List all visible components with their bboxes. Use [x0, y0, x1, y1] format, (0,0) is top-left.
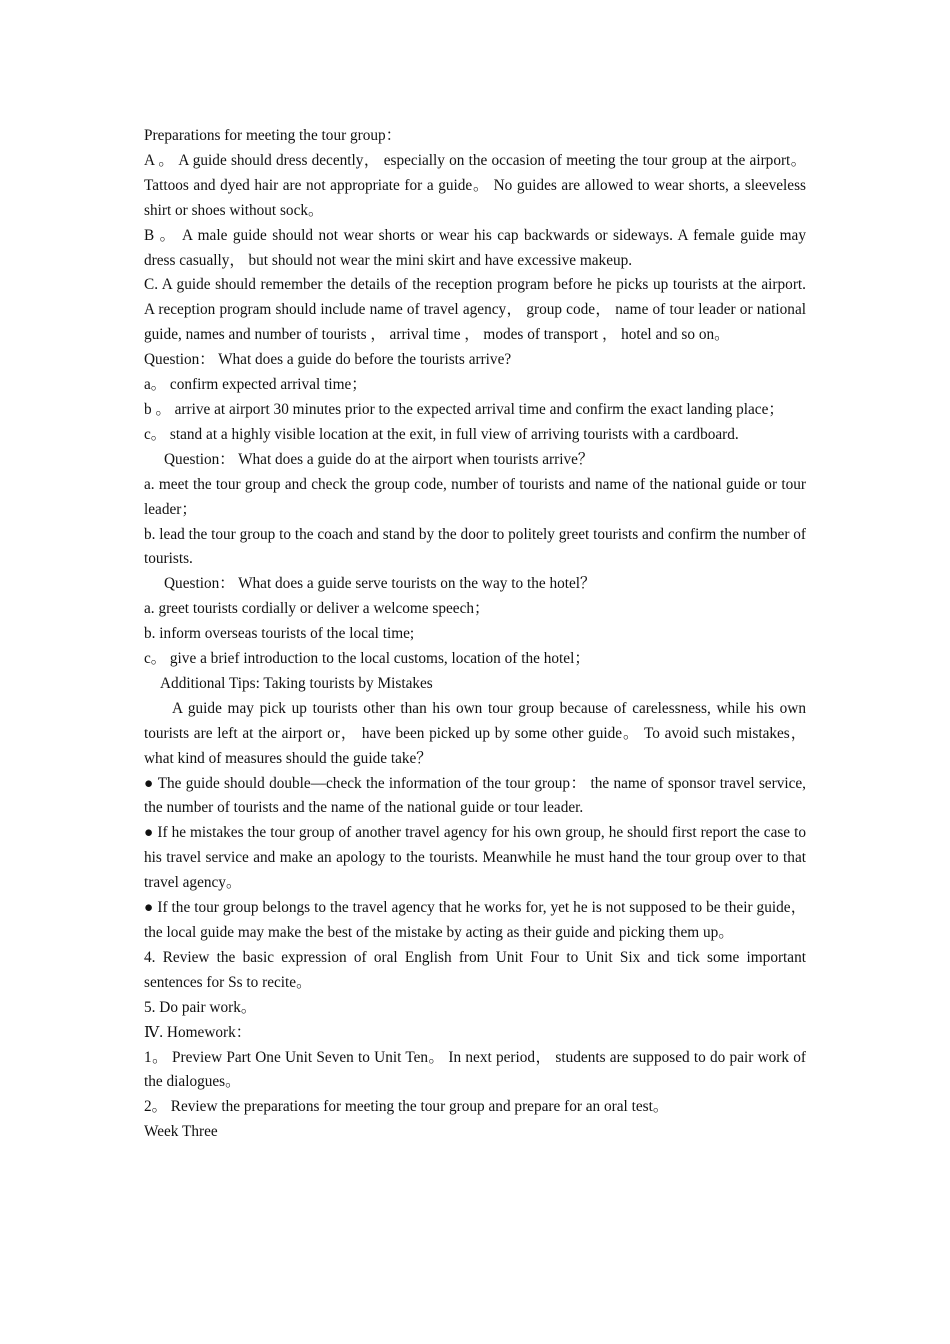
tips-intro-paragraph: A guide may pick up tourists other than his own tour group because of carelessness, while his own tourists are left at the airport or， have been picked up by some other guide。 To avoid such mistakes， what kind of measures should the guide take？: [144, 699, 806, 767]
answer-line-a: a。 confirm expected arrival time；: [144, 376, 367, 394]
paragraph-item-b: B 。 A male guide should not wear shorts or wear his cap backwards or sideways. A female guide may dress casually， but should not wear the mini skirt and have excessive makeup.: [144, 226, 806, 269]
answer-line-a: a. meet the tour group and check the group code, number of tourists and name of the national guide or tour leader；: [144, 475, 806, 518]
week-label: Week Three: [144, 1123, 218, 1141]
homework-item-2: 2。 Review the preparations for meeting the tour group and prepare for an oral test。: [144, 1098, 669, 1116]
answer-line-b: b. inform overseas tourists of the local time;: [144, 625, 415, 643]
homework-item-1: 1。 Preview Part One Unit Seven to Unit Ten。 In next period， students are supposed to do pair work of the dialogues。: [144, 1048, 806, 1091]
tips-title: Additional Tips: Taking tourists by Mistakes: [160, 674, 433, 692]
answer-line-b: b. lead the tour group to the coach and stand by the door to politely greet tourists and confirm the number of tourists.: [144, 525, 806, 568]
answer-line-b: b 。 arrive at airport 30 minutes prior to the expected arrival time and confirm the exact landing place；: [144, 400, 784, 418]
step-pair-work: 5. Do pair work。: [144, 998, 257, 1016]
answer-line-c: c。 stand at a highly visible location at the exit, in full view of arriving tourists with a cardboard.: [144, 425, 739, 443]
document-body: [144, 124, 806, 1145]
homework-heading: Ⅳ. Homework：: [144, 1023, 252, 1041]
section-heading: Preparations for meeting the tour group：: [144, 127, 402, 144]
answer-line-a: a. greet tourists cordially or deliver a welcome speech；: [144, 600, 490, 618]
step-review-expressions: 4. Review the basic expression of oral English from Unit Four to Unit Six and tick some important sentences for Ss to recite。: [144, 948, 806, 991]
bullet-same-agency: ● If the tour group belongs to the travel agency that he works for, yet he is not supposed to be their guide， the local guide may make the best of the mistake by acting as their guide and picking them up。: [144, 899, 806, 941]
answer-line-c: c。 give a brief introduction to the local customs, location of the hotel；: [144, 650, 590, 668]
paragraph-item-a: A 。 A guide should dress decently， especially on the occasion of meeting the tour group at the airport。 Tattoos and dyed hair are not appropriate for a guide。 No guides are allowed to wear shorts, a sleeveless shirt or shoes without sock。: [144, 151, 806, 219]
bullet-double-check: ● The guide should double—check the information of the tour group： the name of sponsor travel service, the number of tourists and the name of the national guide or tour leader.: [144, 774, 806, 817]
question-before-arrival: Question： What does a guide do before the tourists arrive?: [144, 351, 512, 369]
paragraph-item-c: C. A guide should remember the details of the reception program before he picks up tourists at the airport. A reception program should include name of travel agency， group code， name of tour leader or national guide, names and number of tourists ， arrival time ， modes of transport ， hotel and so on。: [144, 276, 806, 344]
question-at-airport: Question： What does a guide do at the airport when tourists arrive？: [164, 450, 594, 468]
bullet-another-agency: ● If he mistakes the tour group of another travel agency for his own group, he should first report the case to his travel service and make an apology to the tourists. Meanwhile he must hand the tour group over to that travel agency。: [144, 824, 806, 892]
question-on-way-to-hotel: Question： What does a guide serve tourists on the way to the hotel？: [164, 575, 596, 593]
